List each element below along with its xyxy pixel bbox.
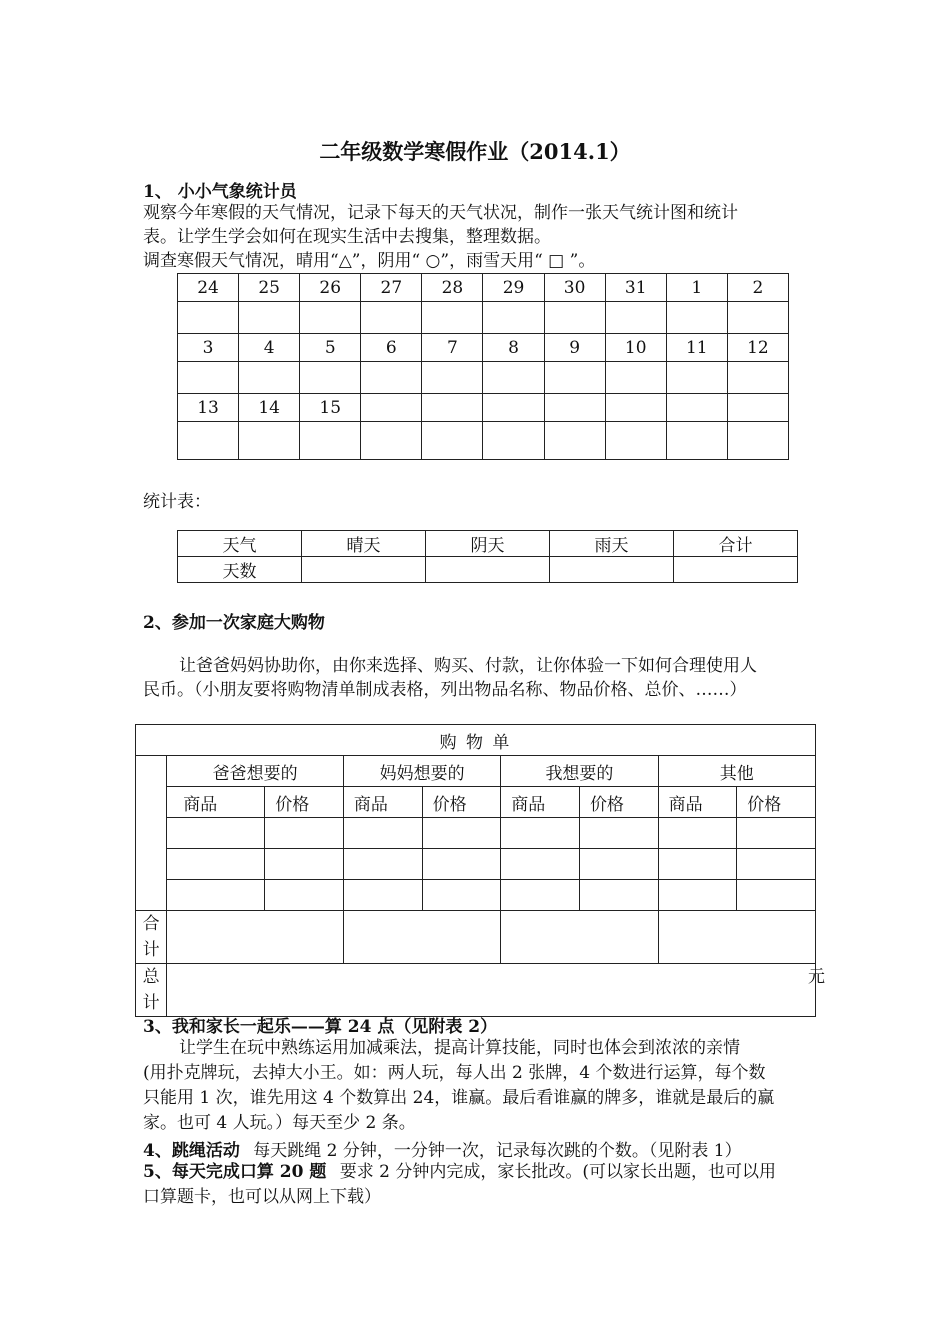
weather-cell[interactable] xyxy=(727,422,788,460)
stats-cell[interactable] xyxy=(674,557,798,583)
date-cell xyxy=(605,394,666,422)
date-cell xyxy=(361,394,422,422)
entry-cell[interactable] xyxy=(167,880,265,911)
stats-cell[interactable] xyxy=(302,557,426,583)
weather-cell[interactable] xyxy=(483,362,544,394)
section-5-text: 要求 2 分钟内完成，家长批改。(可以家长出题，也可以用 xyxy=(339,1162,776,1182)
total-label xyxy=(136,964,167,1017)
stats-header: 晴天 xyxy=(302,531,426,557)
section-3-line-2: (用扑克牌玩，去掉大小王。如：两人玩，每人出 2 张牌，4 个数进行运算，每个数 xyxy=(143,1063,766,1083)
entry-cell[interactable] xyxy=(343,849,422,880)
weather-row-2 xyxy=(178,362,789,394)
entry-cell[interactable] xyxy=(343,880,422,911)
shopping-subheader-row xyxy=(136,787,816,818)
stats-header: 天气 xyxy=(178,531,302,557)
weather-cell[interactable] xyxy=(605,302,666,334)
stats-days-row xyxy=(178,557,798,583)
weather-cell[interactable] xyxy=(483,422,544,460)
subtotal-cell[interactable] xyxy=(501,911,658,964)
date-cell: 31 xyxy=(605,274,666,302)
stats-header: 阴天 xyxy=(426,531,550,557)
date-cell xyxy=(544,394,605,422)
entry-cell[interactable] xyxy=(422,849,501,880)
date-cell: 9 xyxy=(544,334,605,362)
entry-cell[interactable] xyxy=(737,849,816,880)
date-cell: 30 xyxy=(544,274,605,302)
section-5 xyxy=(143,1160,833,1210)
weather-cell[interactable] xyxy=(239,302,300,334)
date-cell: 6 xyxy=(361,334,422,362)
entry-cell[interactable] xyxy=(658,818,737,849)
subtotal-cell[interactable] xyxy=(658,911,815,964)
date-cell xyxy=(422,394,483,422)
stats-header: 合计 xyxy=(674,531,798,557)
date-row-1 xyxy=(178,274,789,302)
section-3-body xyxy=(143,1036,823,1136)
weather-row-1 xyxy=(178,302,789,334)
entry-cell[interactable] xyxy=(422,818,501,849)
entry-cell[interactable] xyxy=(501,818,580,849)
section-3-line-4: 家。也可 4 人玩。）每天至少 2 条。 xyxy=(143,1113,416,1133)
date-cell: 12 xyxy=(727,334,788,362)
weather-cell[interactable] xyxy=(422,302,483,334)
group-me: 我想要的 xyxy=(501,756,658,787)
section-1-heading: 1、 小小气象统计员 xyxy=(143,182,297,202)
entry-cell[interactable] xyxy=(422,880,501,911)
item-header: 商品 xyxy=(343,787,422,818)
subtotal-char-1: 合 xyxy=(142,914,160,934)
price-header: 价格 xyxy=(422,787,501,818)
weather-cell[interactable] xyxy=(544,302,605,334)
shopping-group-row xyxy=(136,756,816,787)
date-cell: 14 xyxy=(239,394,300,422)
price-header: 价格 xyxy=(579,787,658,818)
section-1-line-1: 观察今年寒假的天气情况，记录下每天的天气状况，制作一张天气统计图和统计 xyxy=(143,203,738,223)
weather-cell[interactable] xyxy=(300,302,361,334)
date-row-3 xyxy=(178,394,789,422)
date-cell: 3 xyxy=(178,334,239,362)
section-2-intro xyxy=(143,654,823,702)
stats-label: 统计表： xyxy=(143,492,211,512)
subtotal-char-2: 计 xyxy=(142,940,160,960)
weather-cell[interactable] xyxy=(361,302,422,334)
weather-cell[interactable] xyxy=(422,422,483,460)
stats-header: 雨天 xyxy=(550,531,674,557)
weather-cell[interactable] xyxy=(605,422,666,460)
section-3-line-3: 只能用 1 次，谁先用这 4 个数算出 24，谁赢。最后看谁赢的牌多，谁就是最后的赢 xyxy=(143,1088,775,1108)
weather-cell[interactable] xyxy=(300,362,361,394)
section-2-heading: 2、参加一次家庭大购物 xyxy=(143,613,325,633)
weather-row-3 xyxy=(178,422,789,460)
stats-header-row xyxy=(178,531,798,557)
date-cell: 11 xyxy=(666,334,727,362)
entry-cell[interactable] xyxy=(579,849,658,880)
entry-cell[interactable] xyxy=(265,818,344,849)
total-row xyxy=(136,964,816,1017)
weather-cell[interactable] xyxy=(605,362,666,394)
weather-cell[interactable] xyxy=(239,362,300,394)
shopping-entry-row xyxy=(136,818,816,849)
date-cell: 5 xyxy=(300,334,361,362)
weather-cell[interactable] xyxy=(239,422,300,460)
page-title: 二年级数学寒假作业（2014.1） xyxy=(319,139,631,164)
price-header: 价格 xyxy=(265,787,344,818)
date-cell: 26 xyxy=(300,274,361,302)
date-cell: 25 xyxy=(239,274,300,302)
entry-cell[interactable] xyxy=(737,818,816,849)
section-3-heading: 3、我和家长一起乐——算 24 点（见附表 2） xyxy=(143,1017,498,1037)
weather-cell[interactable] xyxy=(178,362,239,394)
entry-cell[interactable] xyxy=(658,880,737,911)
date-cell: 7 xyxy=(422,334,483,362)
total-cell[interactable] xyxy=(167,964,816,1017)
entry-cell[interactable] xyxy=(501,880,580,911)
item-header: 商品 xyxy=(658,787,737,818)
date-cell: 24 xyxy=(178,274,239,302)
date-cell: 4 xyxy=(239,334,300,362)
subtotal-cell[interactable] xyxy=(167,911,344,964)
date-cell: 27 xyxy=(361,274,422,302)
shopping-title-row xyxy=(136,725,816,756)
weather-cell[interactable] xyxy=(666,302,727,334)
date-cell: 29 xyxy=(483,274,544,302)
weather-cell[interactable] xyxy=(361,422,422,460)
weather-cell[interactable] xyxy=(178,302,239,334)
total-char-2: 计 xyxy=(142,993,160,1013)
entry-cell[interactable] xyxy=(737,880,816,911)
item-header: 商品 xyxy=(501,787,580,818)
section-3-line-1: 让学生在玩中熟练运用加减乘法，提高计算技能，同时也体会到浓浓的亲情 xyxy=(179,1038,740,1058)
section-4 xyxy=(143,1136,843,1161)
section-1-intro xyxy=(143,201,823,273)
entry-cell[interactable] xyxy=(265,880,344,911)
shopping-list-table xyxy=(135,724,816,1017)
group-dad: 爸爸想要的 xyxy=(167,756,344,787)
subtotal-label xyxy=(136,911,167,964)
date-cell: 2 xyxy=(727,274,788,302)
shopping-entry-row xyxy=(136,849,816,880)
price-header: 价格 xyxy=(737,787,816,818)
section-4-text: 每天跳绳 2 分钟，一分钟一次，记录每次跳的个数。（见附表 1） xyxy=(253,1141,742,1161)
weather-calendar-table xyxy=(177,273,789,460)
section-5-heading: 5、每天完成口算 20 题 xyxy=(143,1162,327,1182)
weather-cell[interactable] xyxy=(544,362,605,394)
total-char-1: 总 xyxy=(142,967,160,987)
stats-cell[interactable] xyxy=(426,557,550,583)
entry-cell[interactable] xyxy=(343,818,422,849)
weather-cell[interactable] xyxy=(483,302,544,334)
weather-cell[interactable] xyxy=(300,422,361,460)
date-cell xyxy=(666,394,727,422)
side-blank-cell xyxy=(136,756,167,911)
section-1-line-2: 表。让学生学会如何在现实生活中去搜集，整理数据。 xyxy=(143,227,551,247)
section-5-line-2: 口算题卡，也可以从网上下载） xyxy=(143,1187,381,1207)
shopping-table-title: 购 物 单 xyxy=(136,725,816,756)
date-cell: 15 xyxy=(300,394,361,422)
date-cell: 13 xyxy=(178,394,239,422)
weather-cell[interactable] xyxy=(544,422,605,460)
entry-cell[interactable] xyxy=(579,880,658,911)
date-cell: 10 xyxy=(605,334,666,362)
stats-cell[interactable] xyxy=(550,557,674,583)
weather-cell[interactable] xyxy=(666,422,727,460)
subtotal-cell[interactable] xyxy=(343,911,500,964)
group-mom: 妈妈想要的 xyxy=(343,756,500,787)
entry-cell[interactable] xyxy=(265,849,344,880)
entry-cell[interactable] xyxy=(501,849,580,880)
section-1-line-3: 调查寒假天气情况，晴用“△”，阴用“ ○”，雨雪天用“ □ ”。 xyxy=(143,251,596,271)
weather-cell[interactable] xyxy=(666,362,727,394)
stats-row-label: 天数 xyxy=(178,557,302,583)
entry-cell[interactable] xyxy=(167,818,265,849)
weather-cell[interactable] xyxy=(178,422,239,460)
entry-cell[interactable] xyxy=(579,818,658,849)
subtotal-row xyxy=(136,911,816,964)
shopping-entry-row xyxy=(136,880,816,911)
group-other: 其他 xyxy=(658,756,815,787)
weather-cell[interactable] xyxy=(727,302,788,334)
entry-cell[interactable] xyxy=(167,849,265,880)
date-cell: 28 xyxy=(422,274,483,302)
weather-stats-table xyxy=(177,530,798,583)
item-header: 商品 xyxy=(167,787,265,818)
entry-cell[interactable] xyxy=(658,849,737,880)
section-2-line-1: 让爸爸妈妈协助你，由你来选择、购买、付款，让你体验一下如何合理使用人 xyxy=(179,656,757,676)
date-row-2 xyxy=(178,334,789,362)
date-cell xyxy=(483,394,544,422)
date-cell xyxy=(727,394,788,422)
stray-yuan-text: 元 xyxy=(808,967,825,987)
weather-cell[interactable] xyxy=(727,362,788,394)
date-cell: 8 xyxy=(483,334,544,362)
section-4-heading: 4、跳绳活动 xyxy=(143,1141,240,1161)
weather-cell[interactable] xyxy=(361,362,422,394)
section-2-line-2: 民币。（小朋友要将购物清单制成表格，列出物品名称、物品价格、总价、……） xyxy=(143,680,747,700)
weather-cell[interactable] xyxy=(422,362,483,394)
date-cell: 1 xyxy=(666,274,727,302)
